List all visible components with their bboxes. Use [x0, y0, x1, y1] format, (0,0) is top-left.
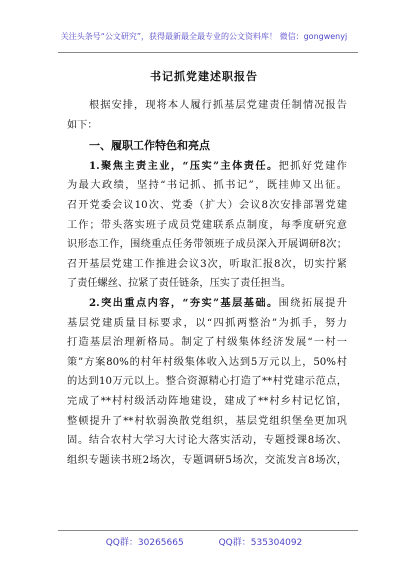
- section-heading: 一、履职工作特色和亮点: [89, 139, 210, 153]
- point1-first-line: [67, 157, 347, 177]
- paragraph-line: 工作；带头落实班子成员党建联系点制度，每季度研究意: [67, 219, 347, 231]
- paragraph-line: 的达到10万元以上。整合资源精心打造了**村党建示范点，: [67, 376, 347, 388]
- paragraph-line: 打造基层治理新格局。制定了村级集体经济发展“一村一: [67, 337, 347, 349]
- document-body: [67, 96, 347, 470]
- point2-first-line: [67, 294, 347, 314]
- header-note: 关注头条号“公文研究”，获得最新最全最专业的公文资料库！ 微信：gongwenyj: [60, 32, 348, 41]
- paragraph-line: 识形态工作，围绕重点任务带领班子成员深入开展调研8次；: [67, 239, 347, 251]
- point2-lead: 2.突出重点内容，“夯实”基层基础。: [89, 296, 279, 309]
- paragraph-line: 组织专题读书班2场次，专题调研5场次，交流发言8场次，: [67, 454, 347, 466]
- paragraph-line: 固。结合农村大学习大讨论大落实活动，专题授课8场次、: [67, 435, 347, 447]
- header-divider: [58, 52, 358, 53]
- paragraph-line: 召开基层党建工作推进会议3次，听取汇报8次，切实拧紧: [67, 258, 347, 270]
- intro-line: 如下：: [67, 119, 98, 131]
- paragraph-line: 基层党建质量目标要求，以“四抓两整治”为抓手，努力: [67, 317, 347, 329]
- paragraph-line: 为最大政绩，坚持“书记抓、抓书记”，既挂帅又出征。: [67, 180, 347, 192]
- paragraph-line: 了责任螺丝、拉紧了责任链条，压实了责任担当。: [67, 278, 292, 290]
- point2-lead-rest: 围绕拓展提升: [278, 297, 347, 309]
- point1-lead-rest: 把抓好党建作: [278, 160, 347, 172]
- paragraph-line: 完成了**村村级活动阵地建设，建成了**村乡村记忆馆，: [67, 395, 347, 407]
- paragraph-line: 召开党委会议10次、党委（扩大）会议8次安排部署党建: [67, 199, 347, 211]
- paragraph-line: 策”方案80%的村年村级集体收入达到5万元以上，50%村: [67, 356, 347, 368]
- footer: [0, 535, 408, 548]
- paragraph-line: 整顿提升了**村软弱涣散党组织，基层党组织堡垒更加巩: [67, 415, 347, 427]
- footer-qq-group-right: QQ群：535304092: [218, 538, 303, 548]
- footer-qq-group-left: QQ群：30265665: [105, 538, 184, 548]
- document-title: 书记抓党建述职报告: [150, 70, 258, 83]
- intro-line: 根据安排，现将本人履行抓基层党建责任制情况报告: [89, 100, 347, 111]
- footer-divider: [58, 530, 358, 531]
- point1-lead: 1.聚焦主责主业，“压实”主体责任。: [89, 159, 279, 172]
